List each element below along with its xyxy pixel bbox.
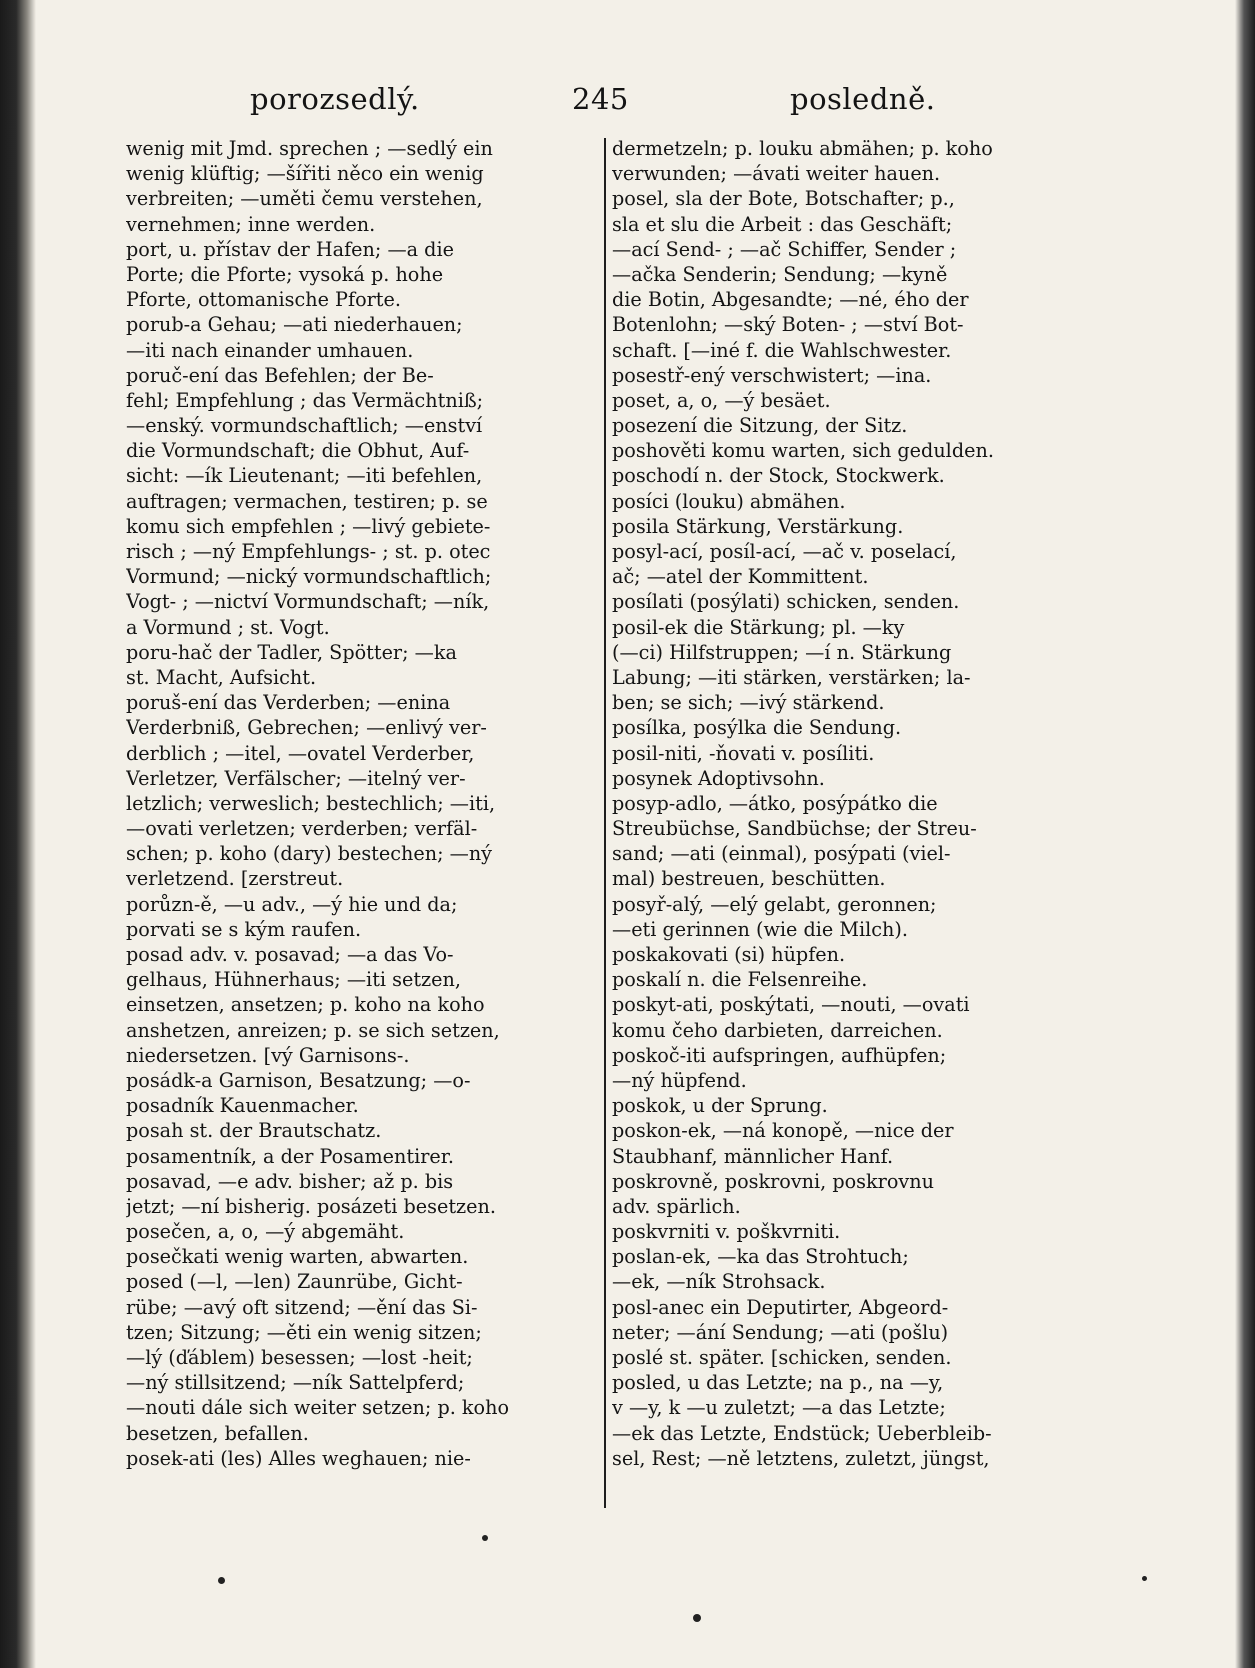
entry-line: tzen; Sitzung; —ěti ein wenig sitzen; bbox=[126, 1320, 482, 1344]
entry-line: poskrovně, poskrovni, poskrovnu bbox=[612, 1169, 934, 1193]
entry-line: (—ci) Hilfstruppen; —í n. Stärkung bbox=[612, 640, 952, 664]
entry-line: —nouti dále sich weiter setzen; p. koho bbox=[126, 1396, 510, 1420]
entry-line: Streubüchse, Sandbüchse; der Streu- bbox=[612, 817, 977, 841]
entry-line: posílati (posýlati) schicken, senden. bbox=[612, 590, 960, 614]
entry-line: poskyt-ati, poskýtati, —nouti, —ovati bbox=[612, 993, 970, 1017]
entry-line: poshověti komu warten, sich gedulden. bbox=[612, 439, 994, 463]
entry-line: Vogt- ; —nictví Vormundschaft; —ník, bbox=[126, 590, 490, 614]
header-last-entry: posledně. bbox=[790, 82, 936, 116]
entry-line: —ačka Senderin; Sendung; —kyně bbox=[612, 262, 948, 286]
entry-line: einsetzen, ansetzen; p. koho na koho bbox=[126, 993, 485, 1017]
entry-line: port, u. přístav der Hafen; —a die bbox=[126, 237, 454, 261]
entry-line: neter; —ání Sendung; —ati (pošlu) bbox=[612, 1320, 949, 1344]
entry-line: die Botin, Abgesandte; —né, ého der bbox=[612, 288, 969, 312]
entry-line: —ek, —ník Strohsack. bbox=[612, 1270, 826, 1294]
entry-line: —enský. vormundschaftlich; —enství bbox=[126, 414, 483, 438]
entry-line: posestř-ený verschwistert; —ina. bbox=[612, 363, 932, 387]
entry-line: posamentník, a der Posamentirer. bbox=[126, 1144, 454, 1168]
ink-speck bbox=[482, 1535, 488, 1541]
entry-line: poskakovati (si) hüpfen. bbox=[612, 943, 846, 966]
entry-line: Verletzer, Verfälscher; —itelný ver- bbox=[126, 766, 466, 790]
entry-line: Pforte, ottomanische Pforte. bbox=[126, 288, 401, 312]
entry-line: risch ; —ný Empfehlungs- ; st. p. otec bbox=[126, 540, 491, 563]
left-column bbox=[126, 136, 618, 1471]
page-number: 245 bbox=[572, 82, 629, 116]
entry-line: komu sich empfehlen ; —livý gebiete- bbox=[126, 514, 491, 538]
entry-line: Porte; die Pforte; vysoká p. hohe bbox=[126, 262, 444, 286]
entry-line: posádk-a Garnison, Besatzung; —o- bbox=[126, 1068, 471, 1092]
entry-line: poslan-ek, —ka das Strohtuch; bbox=[612, 1245, 909, 1269]
entry-line: posad adv. v. posavad; —a das Vo- bbox=[126, 943, 454, 966]
entry-line: poruš-ení das Verderben; —enina bbox=[126, 691, 451, 715]
entry-line: Vormund; —nický vormundschaftlich; bbox=[126, 565, 492, 589]
column-divider bbox=[604, 138, 606, 1508]
entry-line: sicht: —ík Lieutenant; —iti befehlen, bbox=[126, 464, 483, 488]
entry-line: —ací Send- ; —ač Schiffer, Sender ; bbox=[612, 237, 957, 261]
binding-shadow-left bbox=[0, 0, 36, 1668]
entry-line: Labung; —iti stärken, verstärken; la- bbox=[612, 665, 971, 689]
entry-line: a Vormund ; st. Vogt. bbox=[126, 615, 330, 639]
entry-line: gelhaus, Hühnerhaus; —iti setzen, bbox=[126, 968, 461, 992]
entry-line: porůzn-ě, —u adv., —ý hie und da; bbox=[126, 892, 458, 916]
entry-line: dermetzeln; p. louku abmähen; p. koho bbox=[612, 137, 993, 160]
entry-line: posíci (louku) abmähen. bbox=[612, 489, 846, 513]
entry-line: posed (—l, —len) Zaunrübe, Gicht- bbox=[126, 1270, 463, 1294]
entry-line: —ek das Letzte, Endstück; Ueberbleib- bbox=[612, 1421, 992, 1445]
entry-line: anshetzen, anreizen; p. se sich setzen, bbox=[126, 1018, 500, 1042]
entry-line: posílka, posýlka die Sendung. bbox=[612, 716, 902, 740]
entry-line: posila Stärkung, Verstärkung. bbox=[612, 514, 904, 538]
entry-line: rübe; —avý oft sitzend; —ění das Si- bbox=[126, 1295, 478, 1319]
entry-line: niedersetzen. [vý Garnisons-. bbox=[126, 1043, 410, 1067]
entry-line: ač; —atel der Kommittent. bbox=[612, 565, 869, 589]
entry-line: posynek Adoptivsohn. bbox=[612, 766, 825, 790]
entry-line: ben; se sich; —ivý stärkend. bbox=[612, 691, 885, 715]
entry-line: Botenlohn; —ský Boten- ; —ství Bot- bbox=[612, 313, 964, 337]
entry-line: Staubhanf, männlicher Hanf. bbox=[612, 1144, 894, 1168]
entry-line: poruč-ení das Befehlen; der Be- bbox=[126, 363, 434, 387]
entry-line: poru-hač der Tadler, Spötter; —ka bbox=[126, 640, 457, 664]
entry-line: wenig mit Jmd. sprechen ; —sedlý ein bbox=[126, 137, 493, 160]
entry-line: komu čeho darbieten, darreichen. bbox=[612, 1018, 943, 1042]
entry-line: posyl-ací, posíl-ací, —ač v. poselací, bbox=[612, 540, 957, 563]
entry-line: —iti nach einander umhauen. bbox=[126, 338, 414, 362]
entry-line: porvati se s kým raufen. bbox=[126, 917, 362, 941]
entry-line: vernehmen; inne werden. bbox=[126, 212, 376, 236]
entry-line: verwunden; —ávati weiter hauen. bbox=[612, 162, 941, 186]
entry-line: —lý (ďáblem) besessen; —lost -heit; bbox=[126, 1346, 473, 1369]
entry-line: —ný stillsitzend; —ník Sattelpferd; bbox=[126, 1371, 465, 1395]
entry-line: poskon-ek, —ná konopě, —nice der bbox=[612, 1119, 954, 1143]
entry-line: posled, u das Letzte; na p., na —y, bbox=[612, 1371, 944, 1395]
entry-line: sla et slu die Arbeit : das Geschäft; bbox=[612, 212, 953, 236]
header-first-entry: porozsedlý. bbox=[250, 82, 420, 116]
entry-line: posil-ek die Stärkung; pl. —ky bbox=[612, 615, 905, 639]
entry-line: wenig klüftig; —šířiti něco ein wenig bbox=[126, 162, 484, 186]
entry-line: poschodí n. der Stock, Stockwerk. bbox=[612, 464, 945, 488]
entry-line: Verderbniß, Gebrechen; —enlivý ver- bbox=[126, 716, 487, 740]
entry-line: besetzen, befallen. bbox=[126, 1421, 309, 1445]
entry-line: jetzt; —ní bisherig. posázeti besetzen. bbox=[126, 1194, 496, 1218]
entry-line: posil-niti, -ňovati v. posíliti. bbox=[612, 741, 875, 765]
entry-line: verbreiten; —uměti čemu verstehen, bbox=[126, 187, 483, 211]
page-edge-right bbox=[1235, 0, 1255, 1668]
entry-line: poset, a, o, —ý besäet. bbox=[612, 388, 831, 412]
entry-line: sel, Rest; —ně letztens, zuletzt, jüngst, bbox=[612, 1446, 990, 1470]
right-column bbox=[612, 136, 1104, 1471]
entry-line: posyř-alý, —elý gelabt, geronnen; bbox=[612, 892, 937, 916]
entry-line: schaft. [—iné f. die Wahlschwester. bbox=[612, 338, 952, 362]
entry-line: posl-anec ein Deputirter, Abgeord- bbox=[612, 1295, 949, 1319]
entry-line: verletzend. [zerstreut. bbox=[126, 867, 344, 891]
entry-line: poslé st. später. [schicken, senden. bbox=[612, 1346, 952, 1369]
entry-line: —ný hüpfend. bbox=[612, 1068, 747, 1092]
ink-speck bbox=[218, 1577, 225, 1584]
entry-line: posah st. der Brautschatz. bbox=[126, 1119, 382, 1143]
ink-speck bbox=[1142, 1576, 1147, 1581]
entry-line: die Vormundschaft; die Obhut, Auf- bbox=[126, 439, 470, 463]
entry-line: poskoč-iti aufspringen, aufhüpfen; bbox=[612, 1043, 947, 1067]
entry-line: poskok, u der Sprung. bbox=[612, 1094, 828, 1118]
entry-line: porub-a Gehau; —ati niederhauen; bbox=[126, 313, 463, 337]
entry-line: posyp-adlo, —átko, posýpátko die bbox=[612, 791, 938, 815]
entry-line: posečkati wenig warten, abwarten. bbox=[126, 1245, 469, 1269]
entry-line: letzlich; verweslich; bestechlich; —iti, bbox=[126, 791, 496, 815]
entry-line: posel, sla der Bote, Botschafter; p., bbox=[612, 187, 955, 211]
entry-line: —ovati verletzen; verderben; verfäl- bbox=[126, 817, 478, 841]
entry-line: posezení die Sitzung, der Sitz. bbox=[612, 414, 908, 438]
entry-line: posadník Kauenmacher. bbox=[126, 1094, 359, 1118]
entry-line: fehl; Empfehlung ; das Vermächtniß; bbox=[126, 388, 484, 412]
entry-line: posavad, —e adv. bisher; až p. bis bbox=[126, 1169, 454, 1193]
entry-line: v —y, k —u zuletzt; —a das Letzte; bbox=[612, 1396, 946, 1420]
running-header bbox=[140, 82, 1140, 126]
entry-line: mal) bestreuen, beschütten. bbox=[612, 867, 886, 891]
entry-line: auftragen; vermachen, testiren; p. se bbox=[126, 489, 488, 513]
entry-line: —eti gerinnen (wie die Milch). bbox=[612, 917, 908, 941]
entry-line: posek-ati (les) Alles weghauen; nie- bbox=[126, 1446, 471, 1470]
entry-line: st. Macht, Aufsicht. bbox=[126, 665, 317, 689]
entry-line: sand; —ati (einmal), posýpati (viel- bbox=[612, 842, 951, 866]
entry-line: schen; p. koho (dary) bestechen; —ný bbox=[126, 842, 493, 866]
entry-line: poskalí n. die Felsenreihe. bbox=[612, 968, 868, 992]
ink-speck bbox=[693, 1614, 701, 1622]
entry-line: derblich ; —itel, —ovatel Verderber, bbox=[126, 741, 475, 765]
entry-line: adv. spärlich. bbox=[612, 1194, 741, 1218]
entry-line: posečen, a, o, —ý abgemäht. bbox=[126, 1220, 405, 1244]
entry-line: poskvrniti v. poškvrniti. bbox=[612, 1220, 841, 1244]
